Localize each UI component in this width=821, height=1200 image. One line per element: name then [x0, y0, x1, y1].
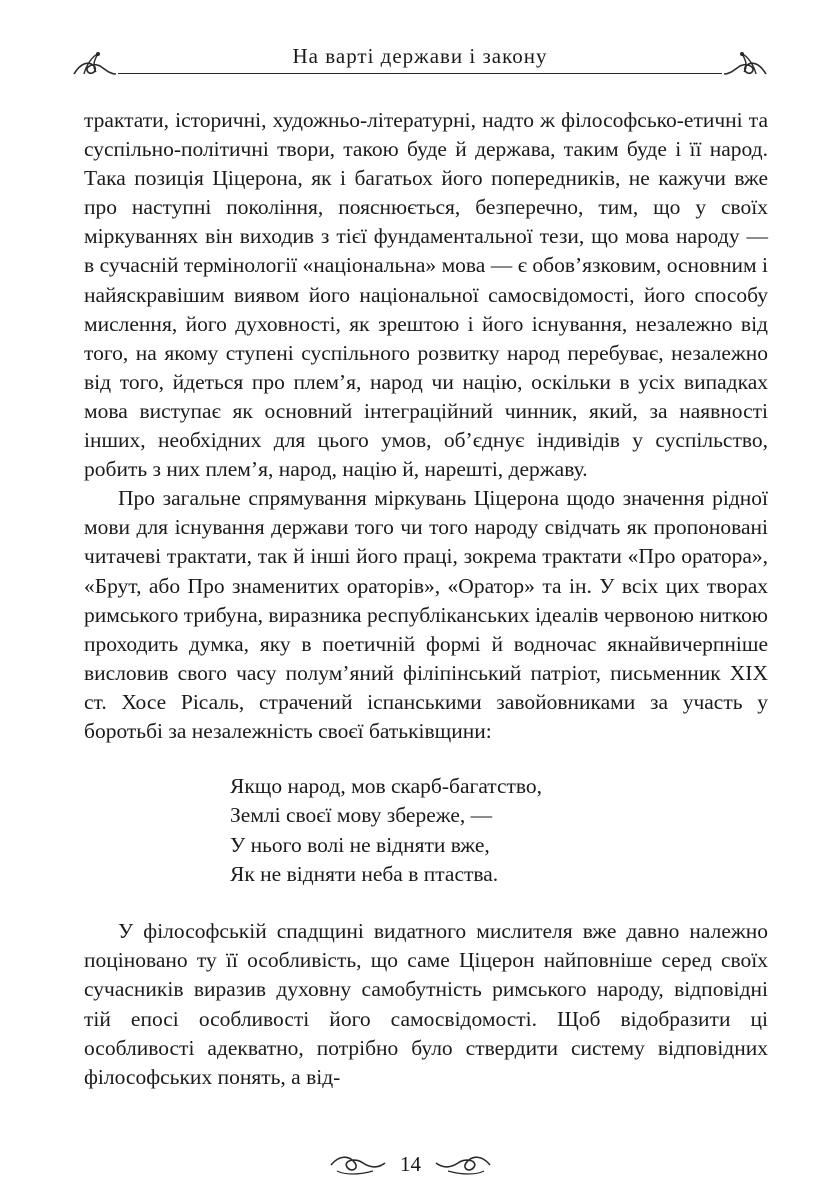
header-title: На варті держави і закону: [292, 44, 548, 68]
poem-line: Землі своєї мову збереже, —: [230, 803, 493, 828]
paragraph-3: У філософській спадщині видатного мислителя вже давно належно поціновано ту її особливість, що саме Ціцерон найповніше серед своїх сучасників виразив духовну самобутність римського народу, відповідні тій епосі особливості його самосвідомості. Щоб відобразити ці особливості адекватно, потрібно було ствердити систему відповідних філософських понять, а від-: [84, 919, 768, 1089]
poem-line: Якщо народ, мов скарб-багатство,: [230, 774, 543, 799]
paragraph-1: трактати, історичні, художньо-літературні, надто ж філософсько-етичні та суспільно-політичні твори, такою буде й держава, таким буде і її народ. Така позиція Ціцерона, як і багатьох його попередників, не кажучи вже про наступні покоління, пояснюється, безперечно, тим, що у своїх міркуваннях він виходив з тієї фундаментальної тези, що мова народу — в сучасній термінології «національна» мова — є обов’язковим, основним і найяскравішим виявом його національної самосвідомості, його способу мислення, його духовності, як зрештою і його існування, незалежно від того, на якому ступені суспільного розвитку народ перебуває, незалежно від того, йдеться про плем’я, народ чи націю, оскільки в усіх випадках мова виступає як основний інтеграційний чинник, який, за наявності інших, необхідних для цього умов, об’єднує індивідів у суспільство, робить з них плем’я, народ, націю й, нарешті, державу.: [84, 108, 768, 482]
page-number: 14: [400, 1151, 421, 1176]
page-body: [84, 106, 768, 1092]
paragraph-2: Про загальне спрямування міркувань Ціцерона щодо значення рідної мови для існування держави того чи того народу свідчать як пропоновані читачеві трактати, так й інші його праці, зокрема трактати «Про оратора», «Брут, або Про знаменитих ораторів», «Оратор» та ін. У всіх цих творах римського трибуна, виразника республіканських ідеалів червоною ниткою проходить думка, яку в поетичній формі й водночас якнайвичерпніше висловив свого часу полум’яний філіпінський патріот, письменник XIX ст. Хосе Рісаль, страчений іспанськими завойовниками за участь у боротьбі за незалежність своєї батьківщини:: [84, 486, 768, 743]
footer-left-ornament-icon: [329, 1151, 387, 1177]
right-flourish-ornament-icon: [722, 46, 770, 82]
running-header: [70, 38, 770, 86]
header-rule: [118, 73, 722, 74]
poem-line: У нього волі не відняти вже,: [230, 832, 490, 857]
poem-line: Як не відняти неба в птаства.: [230, 861, 499, 886]
page-footer: [0, 1150, 821, 1182]
poem-quote: [230, 772, 768, 889]
footer-right-ornament-icon: [434, 1151, 492, 1177]
